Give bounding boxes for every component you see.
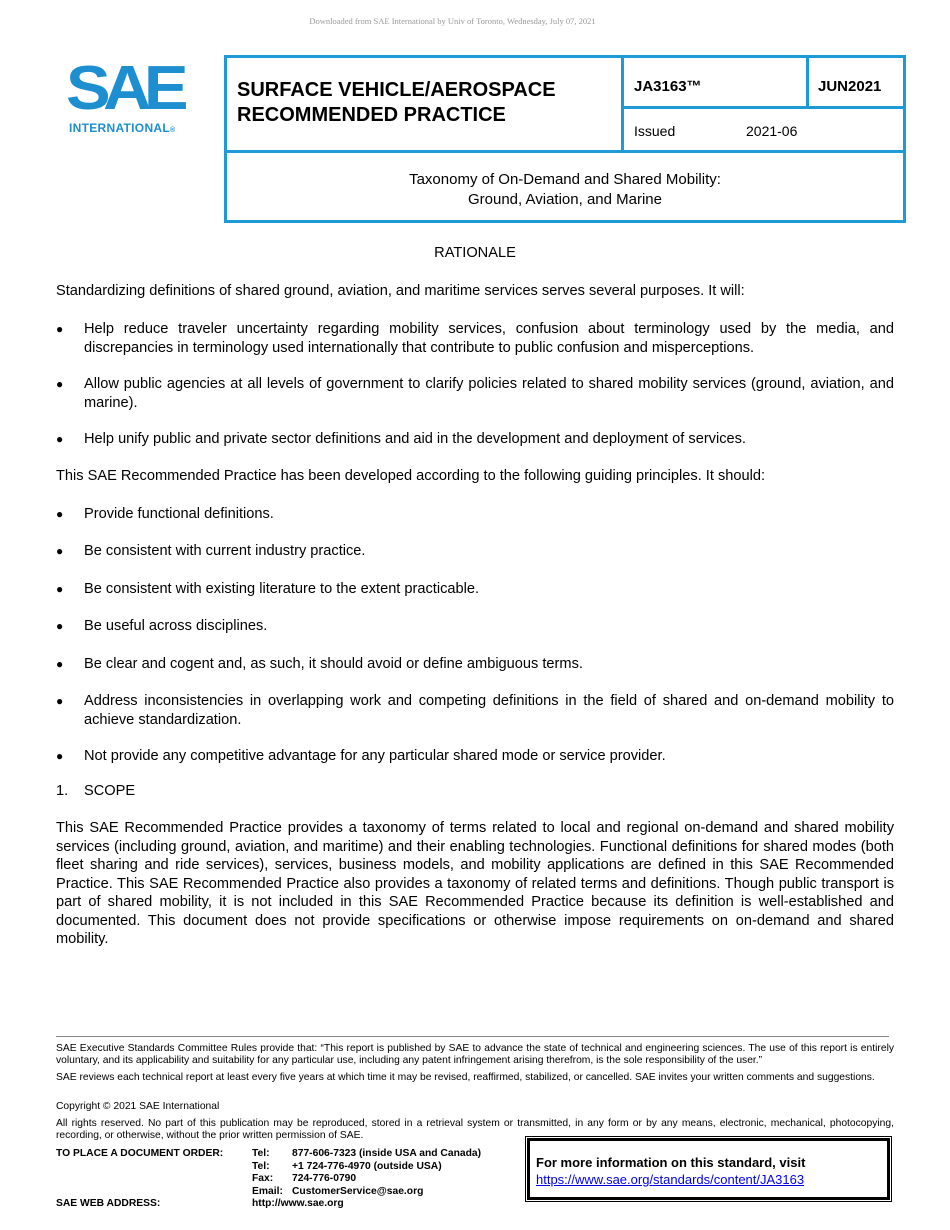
- contact-value: 877-606-7323 (inside USA and Canada): [292, 1148, 482, 1159]
- bullet-icon: ●: [56, 322, 64, 336]
- document-title-line: Taxonomy of On-Demand and Shared Mobility:: [409, 171, 721, 188]
- list-item-text: Be consistent with current industry practice.: [84, 543, 366, 559]
- issued-label: Issued: [634, 123, 676, 139]
- copyright: Copyright © 2021 SAE International: [56, 1101, 220, 1112]
- contact-row: [252, 1198, 481, 1211]
- list-item-text: Allow public agencies at all levels of government to clarify policies related to shared mobility services (ground, aviation, and marine).: [84, 376, 894, 411]
- list-item-text: Be clear and cogent and, as such, it should avoid or define ambiguous terms.: [84, 656, 583, 672]
- web-label: SAE WEB ADDRESS:: [56, 1198, 161, 1209]
- contact-row: [252, 1186, 481, 1199]
- list-item-text: Help unify public and private sector definitions and aid in the development and deployment of services.: [84, 431, 746, 447]
- list-item-text: Help reduce traveler uncertainty regarding mobility services, confusion about terminology used by the media, and discrepancies in terminology used internationally that contribute to public confusion and misperceptions.: [84, 321, 894, 356]
- list-item-text: Address inconsistencies in overlapping work and competing definitions in the field of shared and on-demand mobility to achieve standardization.: [84, 693, 894, 728]
- document-type-line: RECOMMENDED PRACTICE: [237, 104, 506, 126]
- info-title: For more information on this standard, visit: [536, 1155, 806, 1170]
- committee-rules: SAE Executive Standards Committee Rules provide that: “This report is published by SAE to advance the state of technical and engineering sciences. The use of this report is entirely voluntary, and its applicability and suitability for any particular use, including any patent infringement arising therefrom, is the sole responsibility of the user.”: [56, 1043, 894, 1067]
- document-type: [237, 78, 556, 128]
- principles-intro: This SAE Recommended Practice has been developed according to the following guiding principles. It should:: [56, 468, 766, 484]
- document-title-line: Ground, Aviation, and Marine: [467, 191, 662, 208]
- document-date: JUN2021: [818, 78, 882, 95]
- bullet-icon: ●: [56, 657, 64, 671]
- rationale-intro: Standardizing definitions of shared ground, aviation, and maritime services serves several purposes. It will:: [56, 283, 745, 299]
- sae-logo: [66, 54, 196, 138]
- section-title: SCOPE: [84, 783, 136, 799]
- footer-divider: [56, 1036, 889, 1037]
- logo-letters: SAE: [66, 54, 182, 123]
- contact-row: [252, 1173, 481, 1186]
- contact-key: Fax:: [252, 1173, 274, 1184]
- bullet-icon: ●: [56, 749, 64, 763]
- contact-row: [252, 1161, 481, 1174]
- logo-subtitle: INTERNATIONAL®: [69, 121, 176, 135]
- bullet-icon: ●: [56, 582, 64, 596]
- header-divider: [621, 55, 624, 152]
- info-box: [527, 1138, 890, 1200]
- bullet-icon: ●: [56, 544, 64, 558]
- list-item-text: Be consistent with existing literature to the extent practicable.: [84, 581, 480, 597]
- header-divider: [806, 55, 809, 109]
- bullet-icon: ●: [56, 694, 64, 708]
- bullet-icon: ●: [56, 619, 64, 633]
- section-number: 1.: [56, 783, 69, 799]
- header-divider: [621, 106, 906, 109]
- review-notice: SAE reviews each technical report at least every five years at which time it may be revised, reaffirmed, stabilized, or cancelled. SAE invites your written comments and suggestions.: [56, 1072, 875, 1083]
- standard-link[interactable]: https://www.sae.org/standards/content/JA3163: [536, 1172, 805, 1187]
- bullet-icon: ●: [56, 507, 64, 521]
- rights-notice: All rights reserved. No part of this publication may be reproduced, stored in a retrieval system or transmitted, in any form or by any means, electronic, mechanical, photocopying, recording, or otherwise, without the prior written permission of SAE.: [56, 1118, 894, 1142]
- scope-text: This SAE Recommended Practice provides a taxonomy of terms related to local and regional on-demand and shared mobility services (including ground, aviation, and maritime) and their enabling technologies. Functional definitions for shared modes (both fleet sharing and ride services), services, business models, and mobility applications are defined in this SAE Recommended Practice. This SAE Recommended Practice also provides a taxonomy of related terms and definitions. Though public transport is part of shared mobility, it is not included in this SAE Recommended Practice because its definition is well-established and documented. This document does not provide specifications or otherwise impose requirements on on-demand and shared mobility.: [56, 820, 894, 947]
- download-note: Downloaded from SAE International by Univ of Toronto, Wednesday, July 07, 2021: [309, 16, 596, 26]
- contact-key: Tel:: [252, 1148, 270, 1159]
- email-link[interactable]: CustomerService@sae.org: [292, 1185, 424, 1197]
- order-label: TO PLACE A DOCUMENT ORDER:: [56, 1148, 224, 1159]
- web-address-link[interactable]: http://www.sae.org: [252, 1198, 344, 1209]
- rationale-heading: RATIONALE: [434, 245, 516, 261]
- contact-value: 724-776-0790: [292, 1173, 357, 1184]
- bullet-icon: ●: [56, 432, 64, 446]
- document-number: JA3163™: [634, 78, 702, 95]
- list-item-text: Not provide any competitive advantage for any particular shared mode or service provider.: [84, 748, 666, 764]
- contact-key: Tel:: [252, 1160, 270, 1172]
- issued-value: 2021-06: [746, 123, 798, 139]
- contact-row: [252, 1148, 481, 1161]
- header-divider: [224, 150, 906, 153]
- contact-list: [252, 1148, 481, 1211]
- bullet-icon: ●: [56, 377, 64, 391]
- contact-key: Email:: [252, 1185, 283, 1197]
- list-item-text: Be useful across disciplines.: [84, 618, 268, 634]
- contact-value: +1 724-776-4970 (outside USA): [292, 1160, 442, 1172]
- document-type-line: SURFACE VEHICLE/AEROSPACE: [237, 79, 556, 101]
- document-title: [227, 170, 903, 210]
- list-item-text: Provide functional definitions.: [84, 506, 274, 522]
